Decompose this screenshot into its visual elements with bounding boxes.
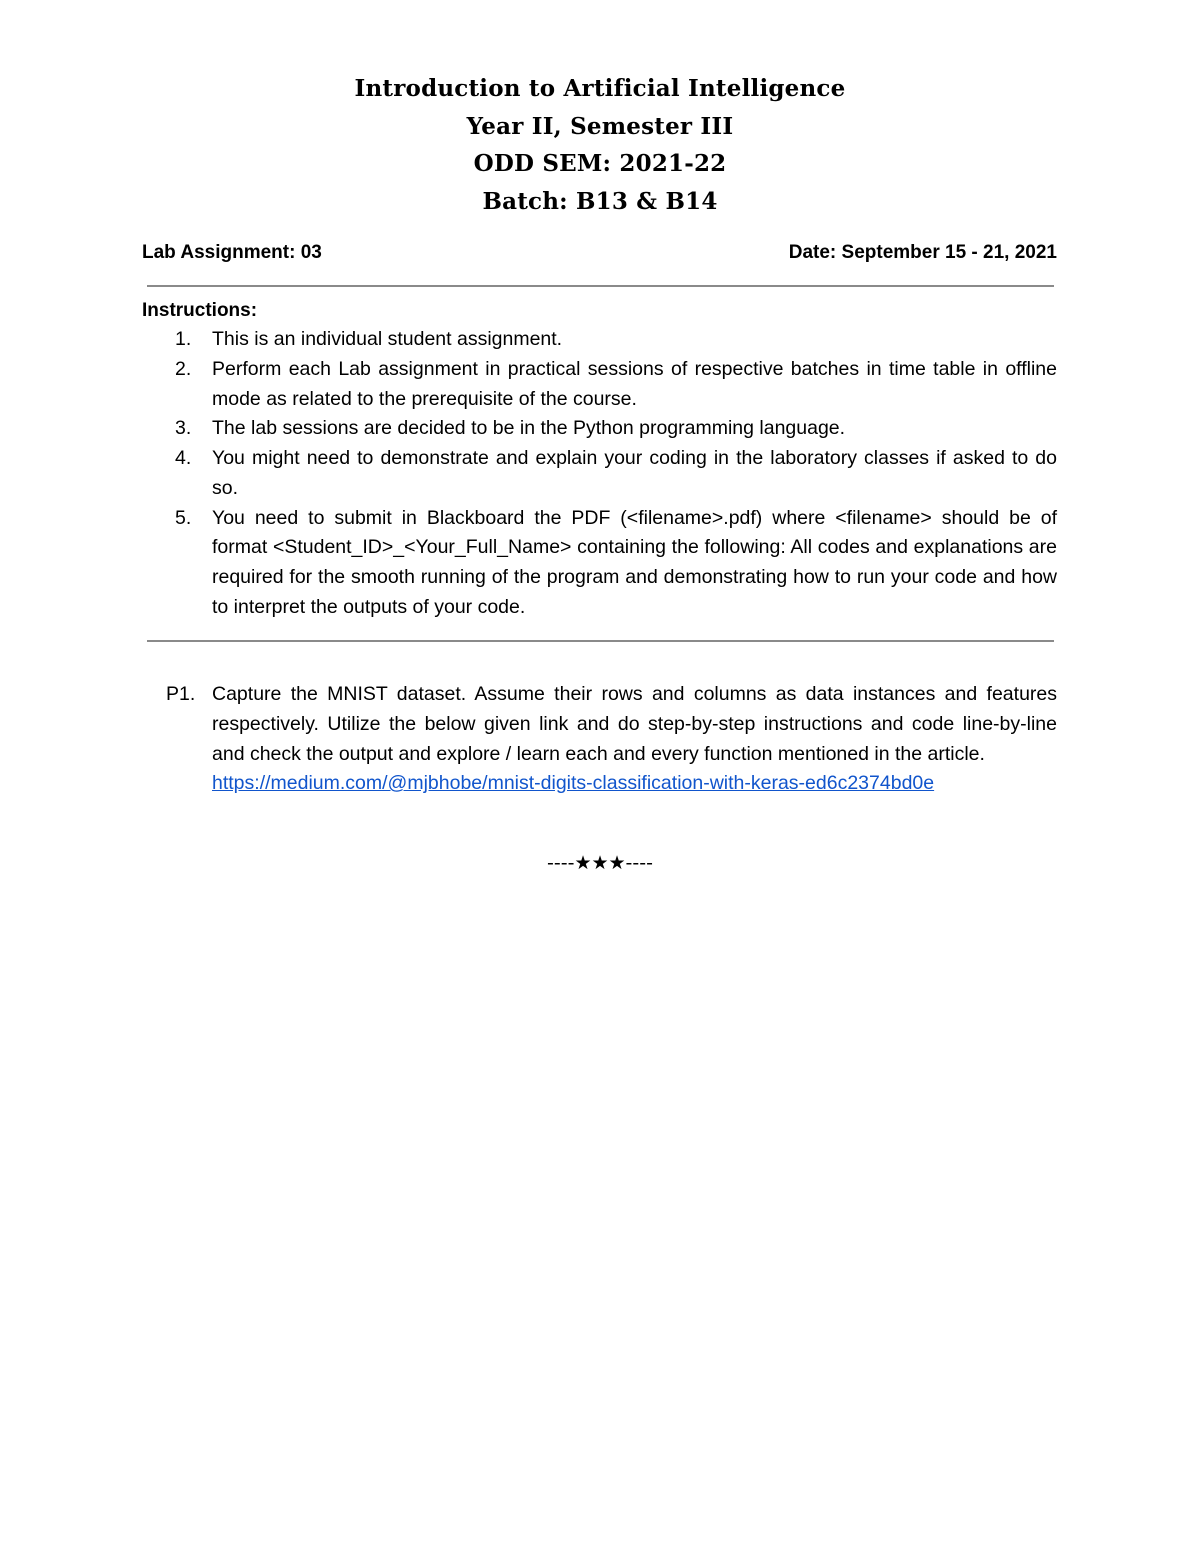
instruction-text: The lab sessions are decided to be in the Python programming language. — [212, 417, 846, 440]
instruction-item — [142, 504, 1057, 623]
year-semester: Year II, Semester III — [466, 112, 734, 140]
assignment-number: Lab Assignment: 03 — [142, 242, 322, 263]
instruction-text: You need to submit in Blackboard the PDF (<filename>.pdf) where <filename> should be of format <Student_ID>_<Your_Full_Name> containing the following: All codes and explanations are required for the smooth running of the program and demonstrating how to run your code and how to interpret the outputs of your code. — [212, 506, 1057, 618]
instruction-number: 1. — [175, 328, 192, 350]
instruction-number: 2. — [175, 357, 192, 380]
instruction-item — [142, 414, 1057, 444]
instruction-text: This is an individual student assignment. — [212, 328, 563, 350]
instructions-heading: Instructions: — [142, 300, 258, 321]
instruction-item — [142, 444, 1057, 504]
instruction-text: You might need to demonstrate and explain your coding in the laboratory classes if asked to do so. — [212, 447, 1057, 499]
article-link[interactable]: https://medium.com/@mjbhobe/mnist-digits-classification-with-keras-ed6c2374bd0e — [212, 772, 935, 795]
assignment-date: Date: September 15 - 21, 2021 — [788, 242, 1057, 263]
end-marker: ----★★★---- — [547, 852, 653, 874]
divider-bottom — [147, 640, 1054, 642]
batch-label: Batch: B13 & B14 — [482, 187, 718, 215]
problem-text: Capture the MNIST dataset. Assume their rows and columns as data instances and features respectively. Utilize the below given link and do step-by-step instructions and code line-by-line and check the output and explore / learn each and every function mentioned in the article. — [212, 683, 1057, 765]
instruction-number: 5. — [175, 506, 192, 529]
instruction-item — [142, 355, 1057, 415]
assignment-meta-row — [142, 238, 1057, 268]
instructions-list — [142, 325, 1057, 623]
instruction-item — [142, 325, 1057, 355]
course-title: Introduction to Artificial Intelligence — [354, 75, 846, 102]
problem-label: P1. — [166, 683, 196, 705]
document-header — [0, 70, 1200, 220]
instruction-number: 4. — [175, 447, 192, 469]
problem-p1 — [166, 680, 1057, 799]
instruction-number: 3. — [175, 417, 192, 440]
session-label: ODD SEM: 2021-22 — [473, 150, 727, 177]
instruction-text: Perform each Lab assignment in practical sessions of respective batches in time table in offline mode as related to the prerequisite of the course. — [212, 357, 1057, 410]
divider-top — [147, 285, 1054, 287]
